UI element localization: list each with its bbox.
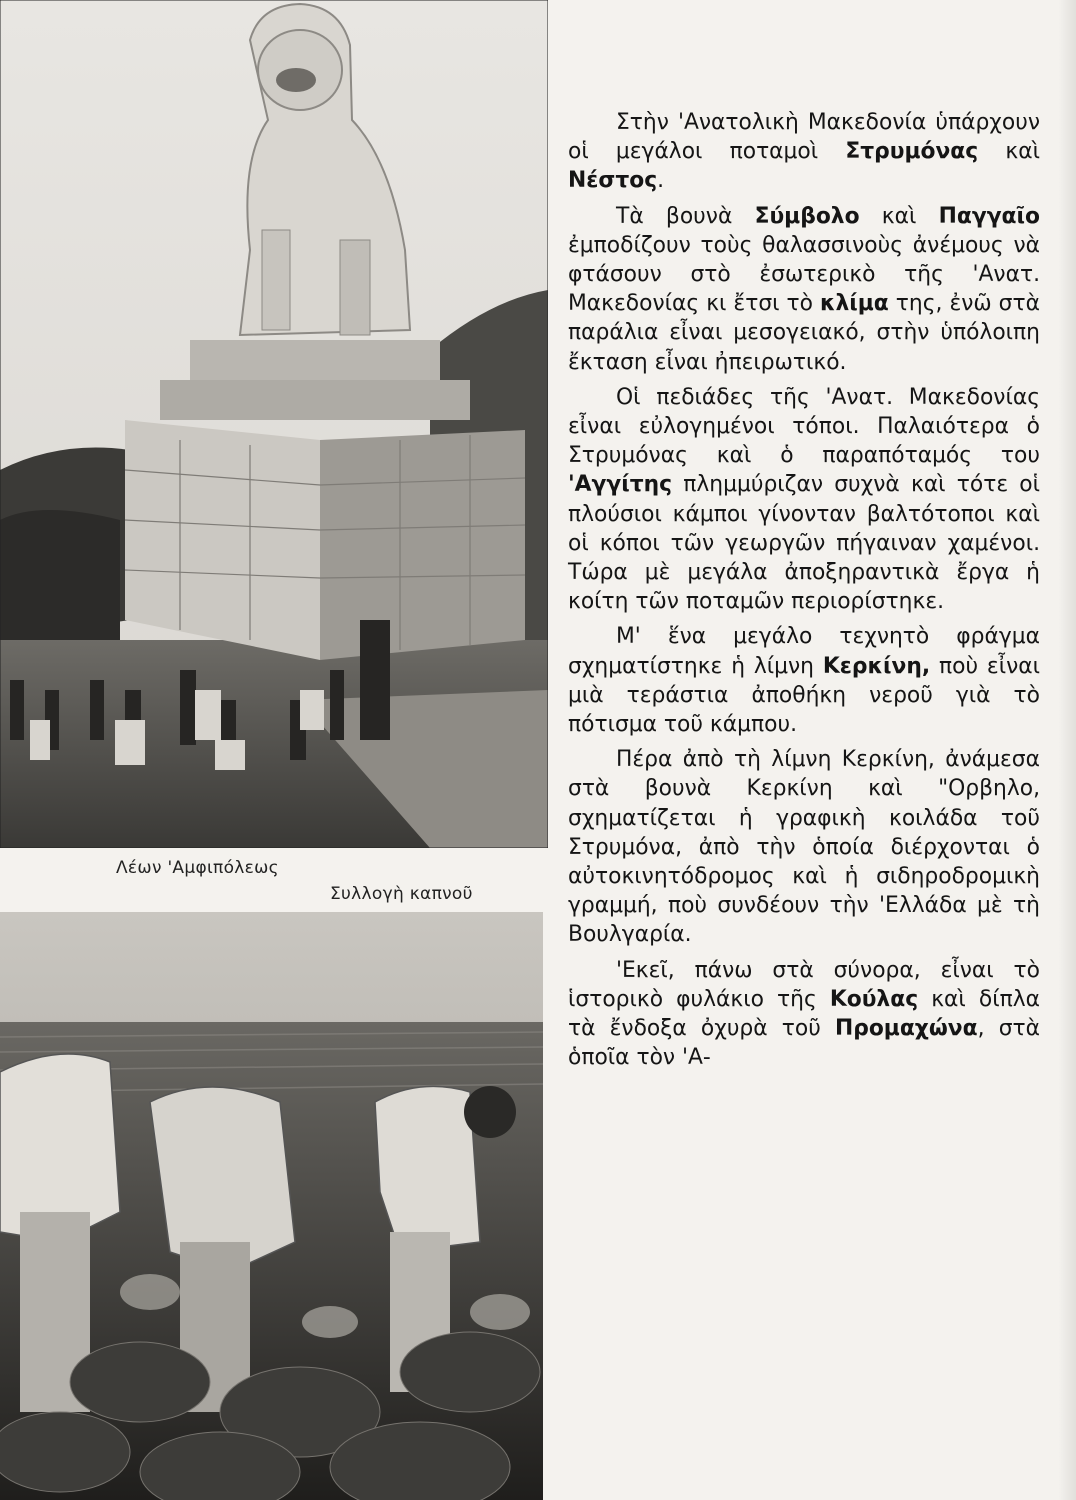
bold-term-strymonas: Στρυμόνας xyxy=(845,139,979,165)
bold-term-nestos: Νέστος xyxy=(568,168,658,194)
paragraph-mountains-climate xyxy=(568,202,1040,377)
paragraph-lake-kerkini xyxy=(568,622,1040,739)
tobacco-harvest-photo xyxy=(0,912,543,1500)
page-edge-shadow xyxy=(1058,0,1076,1500)
bold-term-paggaio: Παγγαῖο xyxy=(938,203,1040,229)
text-segment: ἐμποδίζουν τοὺς θαλασσινοὺς ἀνέμους νὰ φτάσουν στὸ ἐσωτερικὸ τῆς 'Ανατ. Μακεδονίας κι ἔτσι τὸ xyxy=(568,232,1040,317)
text-segment: Πέρα ἀπὸ τὴ λίμνη Κερκίνη, ἀνάμεσα στὰ βουνὰ Κερκίνη καὶ "Ορβηλο, σχηματίζεται ἡ γραφικὴ κοιλάδα τοῦ Στρυμόνα, ἀπὸ τὴν ὁποία διέρχονται ὁ αὐτοκινητόδρομος καὶ ἡ σιδηροδρομικὴ γραμμή, ποὺ συνδέουν τὴν 'Ελλάδα μὲ τὴ Βουλγαρία. xyxy=(568,747,1040,948)
text-segment: Οἱ πεδιάδες τῆς 'Ανατ. Μακεδονίας εἶναι εὐλογημένοι τόποι. Παλαιότερα ὁ Στρυμόνας καὶ ὁ παραπόταμός του xyxy=(568,384,1040,469)
paragraph-border xyxy=(568,956,1040,1073)
text-segment: Μ' ἕνα μεγάλο τεχνητὸ φράγμα σχηματίστηκε ἡ λίμνη xyxy=(568,624,1040,679)
paragraph-strymon-valley xyxy=(568,745,1040,949)
text-segment: καὶ δίπλα τὰ ἔνδοξα ὀχυρὰ τοῦ xyxy=(568,986,1040,1042)
bold-term-symbolo: Σύμβολο xyxy=(754,203,860,229)
bold-term-klima: κλίμα xyxy=(820,291,889,317)
text-segment: ποὺ εἶναι μιὰ τεράστια ἀποθήκη νεροῦ γιὰ τὸ πότισμα τοῦ κάμπου. xyxy=(568,653,1040,738)
lion-of-amphipolis-photo xyxy=(0,0,548,848)
text-segment: Στὴν 'Ανατολικὴ Μακεδονία ὑπάρχουν οἱ μεγάλοι ποταμοὶ xyxy=(568,110,1040,165)
text-segment: . xyxy=(657,168,665,194)
text-segment: πλημμύριζαν συχνὰ καὶ τότε οἱ πλούσιοι κάμποι γίνονταν βαλτότοποι καὶ οἱ κόποι τῶν γεωργῶν πήγαιναν χαμένοι. Τώρα μὲ μεγάλα ἀποξηραντικὰ ἔργα ἡ κοίτη τῶν ποταμῶν περιορίστηκε. xyxy=(568,472,1040,615)
text-segment: της, ἐνῶ στὰ παράλια εἶναι μεσογειακό, στὴν ὑπόλοιπη ἔκταση εἶναι ἠπειρωτικό. xyxy=(568,291,1040,375)
bold-term-promachona: Προμαχώνα xyxy=(834,1016,978,1042)
text-segment: , στὰ ὁποῖα τὸν 'Α- xyxy=(568,1016,1041,1071)
text-segment: καὶ xyxy=(859,203,939,229)
paragraph-plains xyxy=(568,383,1040,617)
text-segment: 'Εκεῖ, πάνω στὰ σύνορα, εἶναι τὸ ἱστορικὸ φυλάκιο τῆς xyxy=(568,957,1040,1012)
photo-credit-caption: Συλλογὴ καπνοῦ xyxy=(330,884,473,904)
bold-term-aggitis: 'Αγγίτης xyxy=(568,472,673,498)
text-segment: Τὰ βουνὰ xyxy=(616,203,755,229)
article-text xyxy=(568,108,1040,1079)
paragraph-rivers xyxy=(568,108,1040,196)
lion-photo-caption: Λέων 'Αμφιπόλεως xyxy=(116,858,279,878)
bold-term-kerkini: Κερκίνη, xyxy=(822,653,931,679)
bold-term-koulas: Κούλας xyxy=(829,986,919,1012)
text-segment: καὶ xyxy=(978,139,1040,165)
